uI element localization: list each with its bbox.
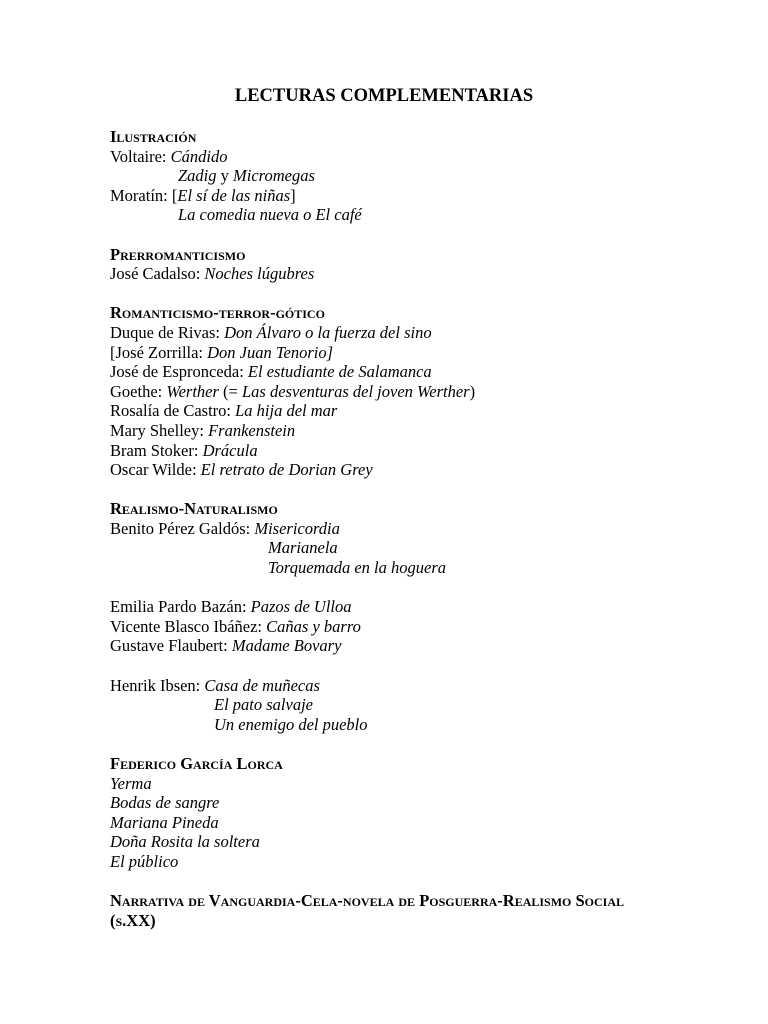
entry-ibsen-cont [110,695,710,715]
author-name: Voltaire: [110,146,171,166]
spacer [110,284,710,304]
author-name: Henrik Ibsen: [110,675,205,695]
entry-galdos-cont [110,538,710,558]
spacer [110,734,710,754]
work-title: Las desventuras del joven Werther [241,381,470,401]
work-title: Torquemada en la hoguera [268,558,446,578]
entry-voltaire [110,147,710,167]
author-name: José Cadalso: [110,264,205,284]
conjunction: y [216,166,234,186]
work-title: El retrato de Dorian Grey [200,460,373,480]
spacer [110,225,710,245]
work-title: Un enemigo del pueblo [214,714,368,734]
reading-list [110,127,710,930]
author-name: Goethe: [110,381,167,401]
entry-shelley [110,421,710,441]
entry-wilde [110,460,710,480]
entry-moratin [110,186,710,206]
work-title: Misericordia [254,518,340,538]
entry-goethe [110,382,710,402]
author-name: Oscar Wilde: [110,460,201,480]
paren-close: ) [469,381,476,401]
entry-ibsen-cont [110,715,710,735]
work-title: Mariana Pineda [110,812,219,832]
bracket: ] [290,185,296,205]
section-heading-ilustracion: Ilustración [110,127,197,146]
entry-voltaire-cont [110,166,710,186]
spacer [110,656,710,676]
entry-castro [110,401,710,421]
work-title: Drácula [202,440,258,460]
work-title: El público [110,851,179,871]
author-name: Duque de Rivas: [110,322,225,342]
work-title: Bodas de sangre [110,793,220,813]
work-title: Noches lúgubres [204,264,315,284]
entry-blasco [110,617,710,637]
author-name: José de Espronceda: [110,362,248,382]
entry-stoker [110,441,710,461]
paren-open: (= [218,381,242,401]
work-title: Cañas y barro [266,616,361,636]
entry-galdos [110,519,710,539]
section-heading-realismo: Realismo-Naturalismo [110,499,278,519]
work-title: La comedia nueva o El café [178,205,362,225]
author-name: Emilia Pardo Bazán: [110,597,251,617]
work-title: Zadig [178,166,217,186]
work-title: Marianela [268,538,338,558]
work-title: Doña Rosita la soltera [110,832,260,852]
work-title: Frankenstein [208,420,296,440]
spacer [110,872,710,892]
author-name: Moratín: [ [110,185,178,205]
author-name: Mary Shelley: [110,420,209,440]
entry-espronceda [110,362,710,382]
author-name: Vicente Blasco Ibáñez: [110,616,267,636]
work-title: La hija del mar [235,401,338,421]
entry-zorrilla [110,343,710,363]
work-title: Don Álvaro o la fuerza del sino [224,322,432,342]
work-title: Yerma [110,773,152,793]
spacer [110,578,710,598]
entry-moratin-cont [110,205,710,225]
work-title: Don Juan Tenorio] [207,342,334,362]
section-heading-vanguardia: Narrativa de Vanguardia-Cela-novela de Posguerra-Realismo Social (s.XX) [110,891,625,930]
work-title: Cándido [170,146,228,166]
author-name: Gustave Flaubert: [110,636,232,656]
entry-rivas [110,323,710,343]
entry-galdos-cont [110,558,710,578]
author-name: [José Zorrilla: [110,342,208,362]
entry-cadalso [110,264,710,284]
work-title: Pazos de Ulloa [250,597,352,617]
work-title: Madame Bovary [231,636,342,656]
work-title: El sí de las niñas [177,185,291,205]
author-name: Rosalía de Castro: [110,401,236,421]
work-title: Werther [166,381,219,401]
section-heading-prerromanticismo: Prerromanticismo [110,244,246,264]
entry-ibsen [110,676,710,696]
author-name: Benito Pérez Galdós: [110,518,255,538]
work-title: Casa de muñecas [204,675,320,695]
entry-flaubert [110,636,710,656]
work-title: El estudiante de Salamanca [247,362,432,382]
author-name: Bram Stoker: [110,440,203,460]
section-heading-lorca: Federico García Lorca [110,754,283,773]
entry-pardo [110,597,710,617]
spacer [110,480,710,500]
section-heading-romanticismo: Romanticismo-terror-gótico [110,303,325,323]
work-title: El pato salvaje [214,695,313,715]
page-title: LECTURAS COMPLEMENTARIAS [234,86,534,106]
work-title: Micromegas [233,166,315,186]
